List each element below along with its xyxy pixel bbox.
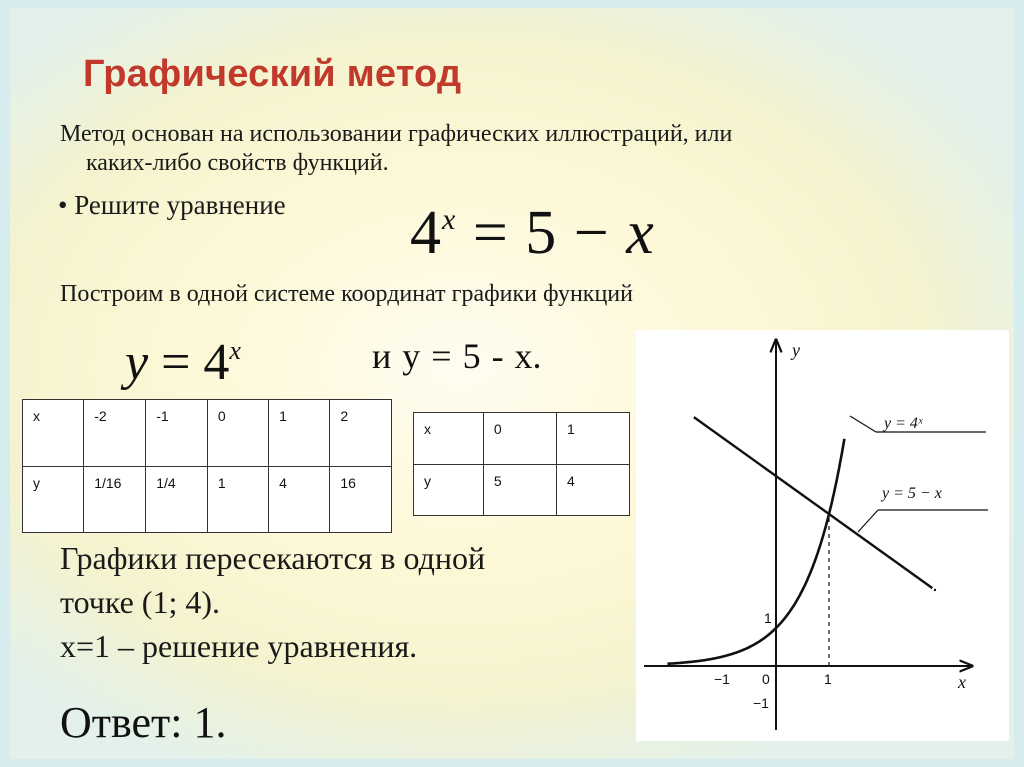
table-cell: 1	[269, 400, 330, 467]
slide-title: Графический метод	[83, 53, 462, 95]
label-leader-lin	[858, 510, 878, 532]
conclusion-text	[60, 536, 485, 668]
build-text: Построим в одной системе координат графики функций	[60, 281, 633, 307]
data-point	[881, 551, 883, 553]
function-exp: x	[229, 336, 241, 365]
label-leader-exp	[850, 416, 876, 432]
function-lhs: y	[125, 334, 149, 391]
table-cell: 0	[483, 413, 556, 465]
x-tick-label: −1	[714, 671, 730, 687]
y-axis-label: y	[792, 340, 800, 360]
series-label-linear: y = 5 − x	[882, 485, 942, 502]
equation-exponent: x	[442, 203, 457, 236]
data-point	[934, 589, 936, 591]
table-cell: 16	[330, 466, 392, 533]
conclusion-line-1: Графики пересекаются в одной	[60, 540, 486, 576]
data-point	[722, 655, 724, 657]
table-cell: 5	[483, 464, 556, 516]
bullet-mark: •	[58, 190, 68, 220]
y-tick-label: 1	[764, 610, 772, 626]
function-eq: = 4	[161, 334, 230, 391]
series-line-exponential	[667, 439, 844, 664]
function-graph	[636, 330, 1009, 741]
table-row	[23, 466, 392, 533]
intro-text	[60, 120, 900, 178]
data-point	[775, 475, 777, 477]
table-cell: 4	[556, 464, 629, 516]
table-cell: y	[414, 464, 484, 516]
table-cell: -1	[146, 400, 208, 467]
table-cell: 1	[207, 466, 268, 533]
table-row	[23, 400, 392, 467]
data-point	[801, 589, 803, 591]
task-text: Решите уравнение	[74, 190, 286, 220]
series-label-exponential: y = 4ˣ	[884, 415, 923, 432]
conclusion-line-2: точке (1; 4).	[60, 584, 220, 620]
table-cell: 1/16	[84, 466, 146, 533]
table-row	[414, 464, 630, 516]
answer-text: Ответ: 1.	[60, 698, 227, 747]
x-axis-label: x	[958, 672, 966, 692]
table-cell: 1/4	[146, 466, 208, 533]
table-cell: x	[23, 400, 84, 467]
data-point	[669, 662, 671, 664]
table-cell: -2	[84, 400, 146, 467]
task-bullet	[58, 190, 286, 221]
data-point	[722, 437, 724, 439]
table-cell: x	[414, 413, 484, 465]
main-equation	[410, 198, 655, 269]
data-point	[828, 513, 830, 515]
intro-line-2: каких-либо свойств функций.	[86, 150, 389, 176]
conclusion-line-3: x=1 – решение уравнения.	[60, 628, 418, 664]
equation-rest: = 5 −	[472, 199, 610, 267]
values-table-linear	[413, 412, 630, 516]
x-tick-label: 0	[762, 671, 770, 687]
table-cell: y	[23, 466, 84, 533]
table-cell: 0	[207, 400, 268, 467]
values-table-exponential	[22, 399, 392, 533]
data-point	[838, 464, 840, 466]
equation-base: 4	[410, 199, 442, 267]
equation-var: x	[626, 199, 655, 267]
function-linear: и y = 5 - x.	[372, 336, 542, 376]
table-row	[414, 413, 630, 465]
intro-line-1: Метод основан на использовании графических иллюстраций, или	[60, 121, 733, 147]
function-exponential	[125, 333, 241, 392]
y-tick-label: −1	[753, 695, 769, 711]
table-cell: 1	[556, 413, 629, 465]
x-tick-label: 1	[824, 671, 832, 687]
data-point	[775, 627, 777, 629]
table-cell: 4	[269, 466, 330, 533]
table-cell: 2	[330, 400, 392, 467]
